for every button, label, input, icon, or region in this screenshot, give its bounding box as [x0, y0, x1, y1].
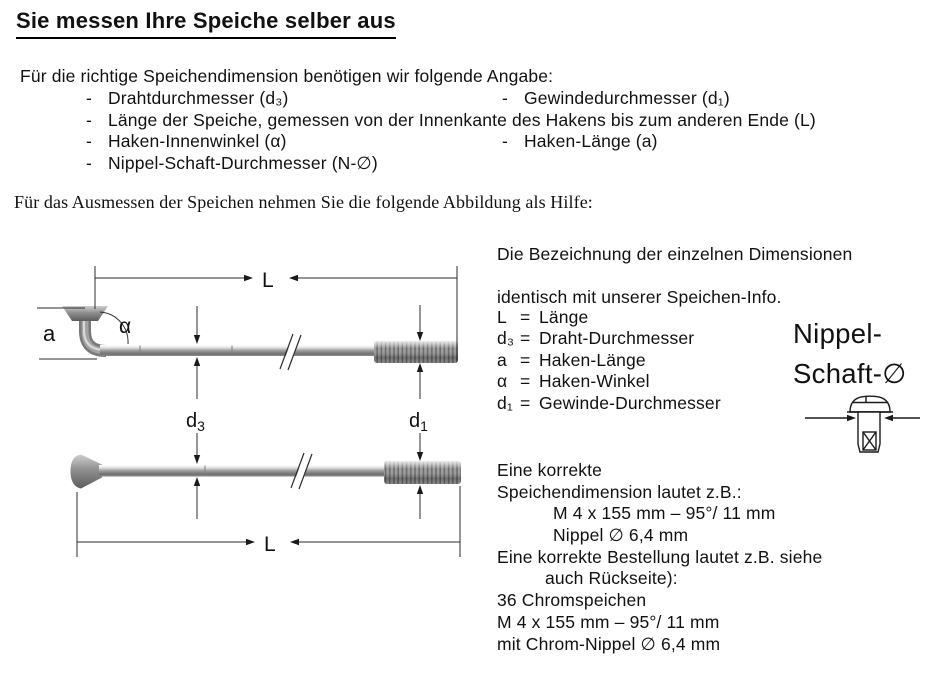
label-length-bottom: L [264, 533, 276, 556]
legend-definition: Haken-Länge [539, 349, 646, 370]
legend-row [497, 371, 721, 392]
legend-term: a [497, 349, 507, 370]
legend-definition: Gewinde-Durchmesser [539, 392, 721, 413]
equals-sign: = [520, 392, 531, 413]
bullet-dash: - [86, 152, 92, 173]
legend-row [497, 393, 721, 414]
dimension-arrowheads [194, 275, 423, 545]
example-line: auch Rückseite): [545, 568, 678, 589]
label-length-top: L [262, 269, 274, 292]
legend-term: d₁ [497, 392, 513, 413]
spoke-diagram [0, 240, 492, 575]
label-hook-length: a [43, 321, 56, 346]
example-line: M 4 x 155 mm – 95°/ 11 mm [553, 503, 776, 524]
legend-term: α [497, 371, 508, 392]
example-line: Nippel ∅ 6,4 mm [553, 525, 689, 546]
equals-sign: = [520, 328, 531, 349]
legend-row [497, 350, 721, 371]
equals-sign: = [520, 349, 531, 370]
label-thread-diameter: $d_1$ [409, 410, 428, 434]
example-line: Speichendimension lautet z.B.: [497, 481, 742, 502]
legend-row [497, 307, 721, 328]
example-block [497, 460, 822, 655]
bullet-item: Nippel-Schaft-Durchmesser (N-∅) [108, 152, 378, 173]
bullet-item: Haken-Innenwinkel (α) [108, 131, 287, 151]
example-line: Eine korrekte Bestellung lautet z.B. siehe [497, 546, 823, 567]
nipple-shaft-heading [793, 314, 906, 394]
bullet-item: Haken-Länge (a) [524, 131, 658, 151]
bullet-dash: - [502, 88, 508, 108]
legend-definition: Länge [539, 307, 589, 327]
nipple-head [850, 396, 890, 412]
bullet-item: Drahtdurchmesser (d₃) [108, 88, 289, 108]
nipple-heading-line1: Nippel- [793, 318, 883, 349]
dimension-legend [497, 307, 721, 414]
label-hook-angle: α [119, 315, 132, 338]
straight-spoke [71, 453, 462, 489]
bullet-dash: - [86, 109, 92, 130]
example-line: M 4 x 155 mm – 95°/ 11 mm [497, 611, 720, 632]
page-title: Sie messen Ihre Speiche selber aus [16, 8, 396, 39]
legend-definition: Haken-Winkel [539, 371, 650, 392]
equals-sign: = [520, 371, 531, 392]
example-line: Eine korrekte [497, 460, 603, 480]
legend-subheading: identisch mit unserer Speichen-Info. [497, 287, 782, 307]
nipple-heading-line2: Schaft-∅ [793, 358, 907, 389]
legend-definition: Draht-Durchmesser [539, 328, 695, 349]
legend-term: d₃ [497, 328, 515, 349]
intro-text: Für die richtige Speichendimension benötigen wir folgende Angabe: [20, 66, 554, 86]
label-wire-diameter: $d_3$ [186, 410, 205, 434]
legend-row [497, 328, 721, 349]
bullet-dash: - [86, 131, 92, 151]
figure-caption: Für das Ausmessen der Speichen nehmen Sie die folgende Abbildung als Hilfe: [14, 192, 593, 212]
spoke-head [71, 455, 103, 489]
example-line: mit Chrom-Nippel ∅ 6,4 mm [497, 633, 721, 654]
legend-heading: Die Bezeichnung der einzelnen Dimensionen [497, 244, 853, 264]
equals-sign: = [520, 307, 531, 327]
example-line: 36 Chromspeichen [497, 590, 647, 611]
bullet-dash: - [502, 131, 508, 151]
bullet-dash: - [86, 88, 92, 108]
bullet-item: Gewindedurchmesser (d₁) [524, 88, 730, 108]
bullet-item: Länge der Speiche, gemessen von der Innenkante des Hakens bis zum anderen Ende (L) [108, 109, 816, 130]
legend-term: L [497, 307, 507, 327]
